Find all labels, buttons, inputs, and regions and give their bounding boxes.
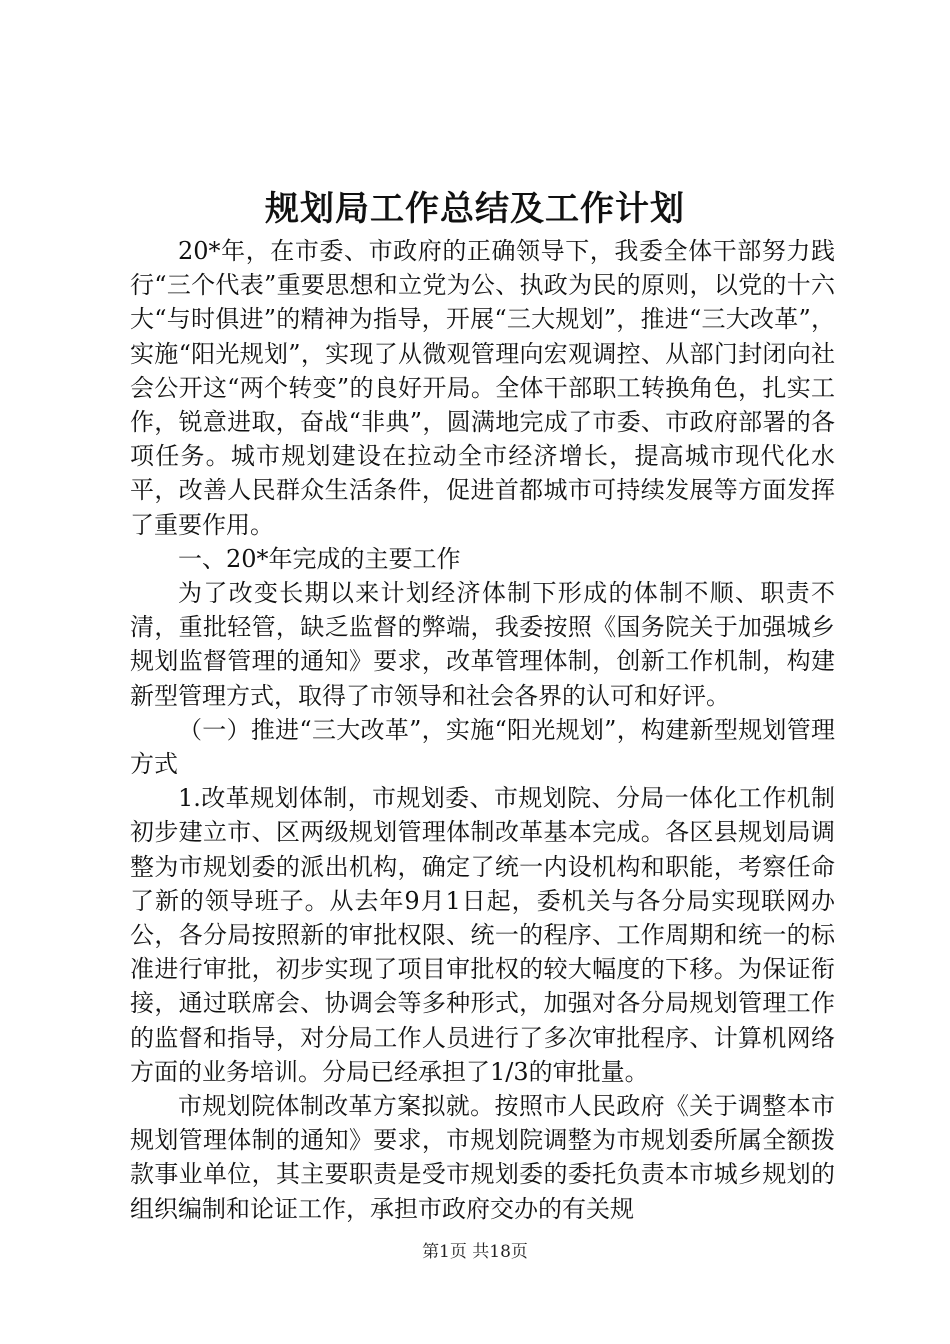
document-body [130, 234, 835, 1226]
page-number-footer: 第1页 共18页 [422, 1242, 528, 1262]
subsection-heading: （一）推进“三大改革”，实施“阳光规划”，构建新型规划管理方式 [130, 715, 835, 779]
paragraph-planning-institute: 市规划院体制改革方案拟就。按照市人民政府《关于调整本市规划管理体制的通知》要求，市规划院调整为市规划委所属全额拨款事业单位，其主要职责是受市规划委的委托负责本市城乡规划的组织编制和论证工作，承担市政府交办的有关规 [130, 1092, 835, 1223]
section-heading: 一、20*年完成的主要工作 [178, 544, 461, 573]
paragraph-intro: 20*年，在市委、市政府的正确领导下，我委全体干部努力践行“三个代表”重要思想和立党为公、执政为民的原则，以党的十六大“与时俱进”的精神为指导，开展“三大规划”，推进“三大改革”，实施“阳光规划”，实现了从微观管理向宏观调控、从部门封闭向社会公开这“两个转变”的良好开局。全体干部职工转换角色，扎实工作，锐意进取，奋战“非典”，圆满地完成了市委、市政府部署的各项任务。城市规划建设在拉动全市经济增长，提高城市现代化水平，改善人民群众生活条件，促进首都城市可持续发展等方面发挥了重要作用。 [130, 237, 835, 539]
document-title: 规划局工作总结及工作计划 [265, 189, 685, 229]
paragraph-item-1: 1.改革规划体制，市规划委、市规划院、分局一体化工作机制初步建立市、区两级规划管理体制改革基本完成。各区县规划局调整为市规划委的派出机构，确定了统一内设机构和职能，考察任命了新的领导班子。从去年9月1日起，委机关与各分局实现联网办公，各分局按照新的审批权限、统一的程序、工作周期和统一的标准进行审批，初步实现了项目审批权的较大幅度的下移。为保证衔接，通过联席会、协调会等多种形式，加强对各分局规划管理工作的监督和指导，对分局工作人员进行了多次审批程序、计算机网络方面的业务培训。分局已经承担了1/3的审批量。 [130, 784, 835, 1086]
paragraph-section-intro: 为了改变长期以来计划经济体制下形成的体制不顺、职责不清，重批轻管，缺乏监督的弊端，我委按照《国务院关于加强城乡规划监督管理的通知》要求，改革管理体制，创新工作机制，构建新型管理方式，取得了市领导和社会各界的认可和好评。 [130, 579, 835, 710]
